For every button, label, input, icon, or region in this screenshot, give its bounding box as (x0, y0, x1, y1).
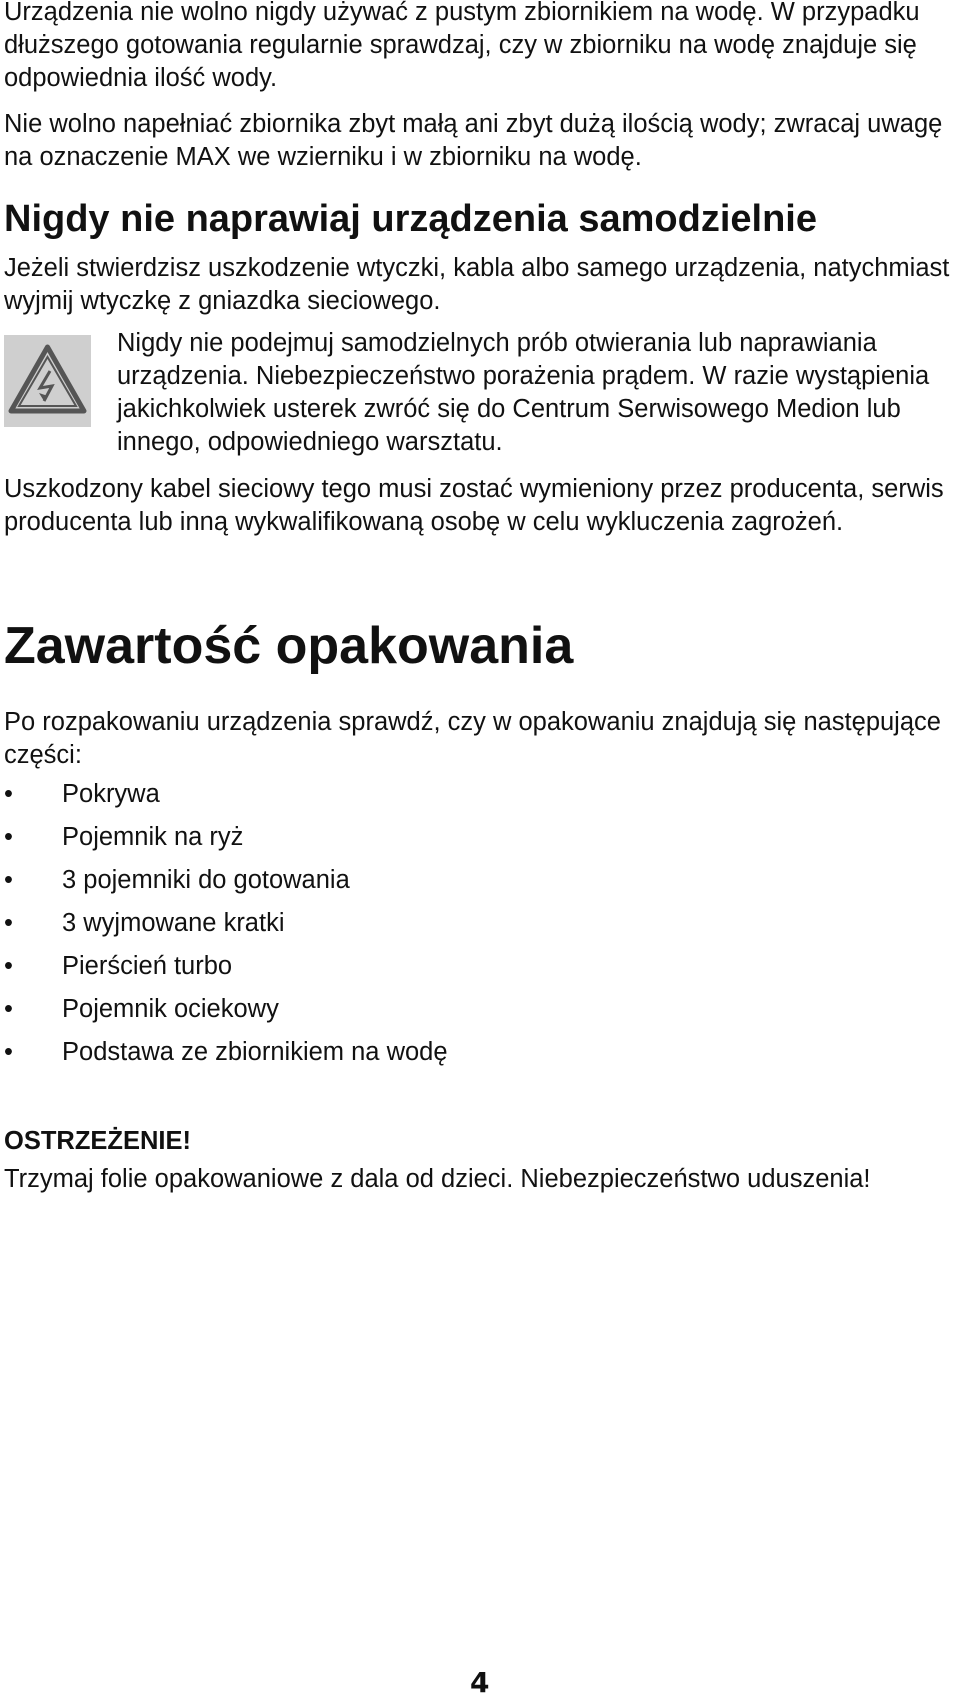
caution-title: OSTRZEŻENIE! (4, 1127, 192, 1155)
list-item: • Pojemnik ociekowy (4, 993, 904, 1036)
bullet-icon: • (4, 995, 13, 1023)
electric-hazard-icon (4, 335, 91, 427)
bullet-icon: • (4, 909, 13, 937)
bullet-icon: • (4, 1038, 13, 1066)
paragraph-contents-intro: Po rozpakowaniu urządzenia sprawdź, czy w opakowaniu znajdują się następujące części: (4, 708, 941, 769)
list-item: • Pierścień turbo (4, 950, 904, 993)
paragraph-damage: Jeżeli stwierdzisz uszkodzenie wtyczki, kabla albo samego urządzenia, natychmiast wyjmij wtyczkę z gniazdka sieciowego. (4, 254, 950, 315)
warning-text: Nigdy nie podejmuj samodzielnych prób otwierania lub naprawiania urządzenia. Niebezpieczeństwo porażenia prądem. W razie wystąpienia jakichkolwiek usterek zwróć się do Centrum Serwisowego Medion lub innego, odpowiedniego warsztatu. (117, 329, 930, 456)
paragraph-empty-tank: Urządzenia nie wolno nigdy używać z pustym zbiornikiem na wodę. W przypadku dłuższego gotowania regularnie sprawdzaj, czy w zbiorniku na wodę znajduje się odpowiednia ilość wody. (4, 0, 920, 92)
bullet-icon: • (4, 952, 13, 980)
list-item: • 3 pojemniki do gotowania (4, 864, 904, 907)
section-heading-repair: Nigdy nie naprawiaj urządzenia samodzielnie (4, 198, 817, 240)
list-item: • 3 wyjmowane kratki (4, 907, 904, 950)
bullet-icon: • (4, 823, 13, 851)
warning-block (4, 327, 954, 461)
bullet-icon: • (4, 866, 13, 894)
caution-text: Trzymaj folie opakowaniowe z dala od dzieci. Niebezpieczeństwo uduszenia! (4, 1165, 871, 1193)
page-number: 4 (470, 1666, 490, 1699)
list-item: • Pokrywa (4, 778, 904, 821)
list-item: • Podstawa ze zbiornikiem na wodę (4, 1036, 904, 1079)
paragraph-cable-replacement: Uszkodzony kabel sieciowy tego musi zostać wymieniony przez producenta, serwis producenta lub inną wykwalifikowaną osobę w celu wykluczenia zagrożeń. (4, 475, 944, 536)
list-item: • Pojemnik na ryż (4, 821, 904, 864)
section-heading-contents: Zawartość opakowania (4, 617, 574, 675)
bullet-icon: • (4, 780, 13, 808)
contents-list (4, 778, 904, 1079)
paragraph-fill-level: Nie wolno napełniać zbiornika zbyt małą ani zbyt dużą ilością wody; zwracaj uwagę na oznaczenie MAX we wzierniku i w zbiorniku na wodę. (4, 110, 943, 171)
